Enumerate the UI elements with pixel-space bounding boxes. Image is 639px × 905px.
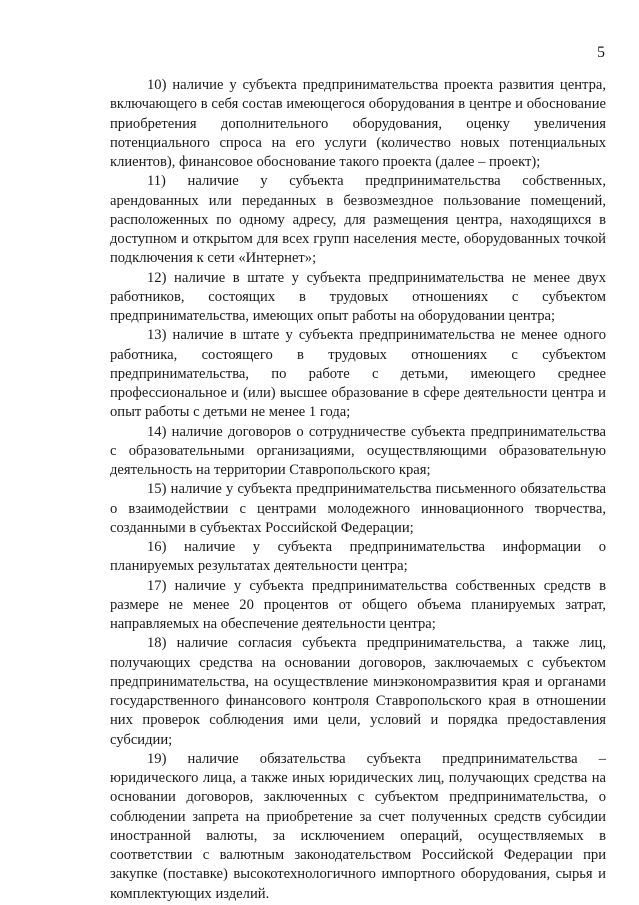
paragraph-item-14: 14) наличие договоров о сотрудничестве субъекта предпринимательства с образовательными организациями, осуществляющими образовательную деятельность на территории Ставропольского края; <box>110 423 606 478</box>
page-number: 5 <box>597 44 605 61</box>
paragraph-item-12: 12) наличие в штате у субъекта предпринимательства не менее двух работников, состоящих в трудовых отношениях с субъектом предпринимательства, имеющих опыт работы на оборудовании центра; <box>110 269 606 324</box>
paragraph-item-13: 13) наличие в штате у субъекта предпринимательства не менее одного работника, состоящего в трудовых отношениях с субъектом предпринимательства, по работе с детьми, имеющего среднее профессиональное и (или) высшее образование в сфере деятельности центра и опыт работы с детьми не менее 1 года; <box>110 327 606 421</box>
paragraph-item-11: 11) наличие у субъекта предпринимательства собственных, арендованных или переданных в безвозмездное пользование помещений, расположенных по одному адресу, для размещения центра, находящихся в доступном и открытом для всех групп населения месте, оборудованных точкой подключения к сети «Интернет»; <box>110 173 606 267</box>
document-body <box>110 76 606 904</box>
paragraph-item-17: 17) наличие у субъекта предпринимательства собственных средств в размере не менее 20 процентов от общего объема планируемых затрат, направляемых на обеспечение деятельности центра; <box>110 577 606 632</box>
paragraph-item-18: 18) наличие согласия субъекта предпринимательства, а также лиц, получающих средства на основании договоров, заключаемых с субъектом предпринимательства, на осуществление минэкономразвития края и органами государственного финансового контроля Ставропольского края в отношении них проверок соблюдения ими цели, условий и порядка предоставления субсидии; <box>110 635 606 748</box>
paragraph-item-19: 19) наличие обязательства субъекта предпринимательства – юридического лица, а также иных юридических лиц, получающих средства на основании договоров, заключенных с субъектом предпринимательства, о соблюдении запрета на приобретение за счет полученных средств субсидии иностранной валюты, за исключением операций, осуществляемых в соответствии с валютным законодательством Российской Федерации при закупке (поставке) высокотехнологичного импортного оборудования, сырья и комплектующих изделий. <box>110 750 606 902</box>
paragraph-item-15: 15) наличие у субъекта предпринимательства письменного обязательства о взаимодействии с центрами молодежного инновационного творчества, созданными в субъектах Российской Федерации; <box>110 481 606 536</box>
paragraph-item-16: 16) наличие у субъекта предпринимательства информации о планируемых результатах деятельности центра; <box>110 539 606 575</box>
paragraph-item-10: 10) наличие у субъекта предпринимательства проекта развития центра, включающего в себя состав имеющегося оборудования в центре и обоснование приобретения дополнительного оборудования, оценку увеличения потенциального спроса на его услуги (количество новых потенциальных клиентов), финансовое обоснование такого проекта (далее – проект); <box>110 77 606 170</box>
